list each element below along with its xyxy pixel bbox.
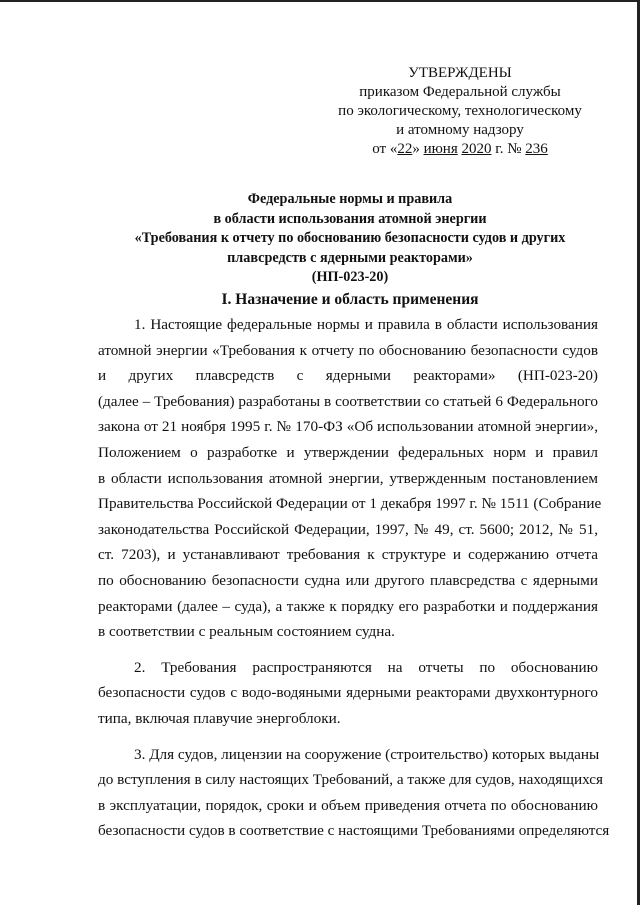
para-1-line: Положением о разработке и утверждении федеральных норм и правил [98,443,598,461]
title-code: (НП-023-20) [311,269,389,285]
para-2-line: безопасности судов с водо-водяными ядерными реакторами двухконтурного [98,684,598,702]
para-1-line: в области использования атомной энергии, утвержденным постановлением [98,469,598,487]
para-2-line: 2. Требования распространяются на отчеты по обоснованию [134,658,598,676]
approval-line-1: приказом Федеральной службы [359,84,561,100]
approval-heading: УТВЕРЖДЕНЫ [408,65,512,81]
title-line-4: плавсредств с ядерными реакторами» [227,249,473,266]
para-1-line: Правительства Российской Федерации от 1 декабря 1997 г. № 1511 (Собрание [98,495,602,513]
year-suffix: г. № [491,141,526,157]
para-1-line: и других плавсредств с ядерными реакторами» (НП-023-20) [98,367,598,385]
para-1-line: атомной энергии «Требования к отчету по обоснованию безопасности судов [98,341,598,359]
title-line-2: в области использования атомной энергии [213,210,487,227]
para-3-line: до вступления в силу настоящих Требований, а также для судов, находящихся [98,771,603,789]
title-line-3: «Требования к отчету по обоснованию безопасности судов и других [134,230,566,246]
date-mid: » [412,141,424,157]
para-1-line: ст. 7203), и устанавливают требования к структуре и содержанию отчета [98,546,598,564]
document-body [98,312,610,844]
approval-line-3: и атомному надзору [396,122,524,138]
approval-line-2: по экологическому, технологическому [338,103,582,119]
para-1-line: реакторами (далее – суда), а также к порядку его разработки и поддержания [98,597,598,615]
para-1-line: закона от 21 ноября 1995 г. № 170-ФЗ «Об использовании атомной энергии», [98,418,598,436]
scan-edge-top [0,0,640,2]
date-prefix: от « [372,141,398,157]
para-3-line: 3. Для судов, лицензии на сооружение (строительство) которых выданы [134,745,600,763]
approval-day: 22 [397,141,413,157]
title-line-1: Федеральные нормы и правила [247,191,453,207]
section-heading: I. Назначение и область применения [221,291,479,308]
approval-block [320,64,600,159]
approval-date-line [320,140,600,159]
document-title [60,190,640,288]
para-1-line: законодательства Российской Федерации, 1997, № 49, ст. 5600; 2012, № 51, [98,520,598,538]
para-2-line: типа, включая плавучие энергоблоки. [98,709,341,727]
para-3-line: безопасности судов в соответствие с настоящими Требованиями определяются [98,822,610,840]
para-1-line: (далее – Требования) разработаны в соответствии со статьей 6 Федерального [98,392,598,410]
para-1-line: 1. Настоящие федеральные нормы и правила в области использования [134,316,598,333]
para-3-line: в эксплуатации, порядок, сроки и объем приведения отчета по обоснованию [98,796,598,814]
approval-month: июня [423,141,458,157]
approval-number: 236 [525,141,548,157]
para-1-line: по обоснованию безопасности судна или другого плавсредства с ядерными [98,571,598,589]
approval-year: 2020 [461,141,492,157]
para-1-line: в соответствии с реальным состоянием судна. [98,623,395,641]
